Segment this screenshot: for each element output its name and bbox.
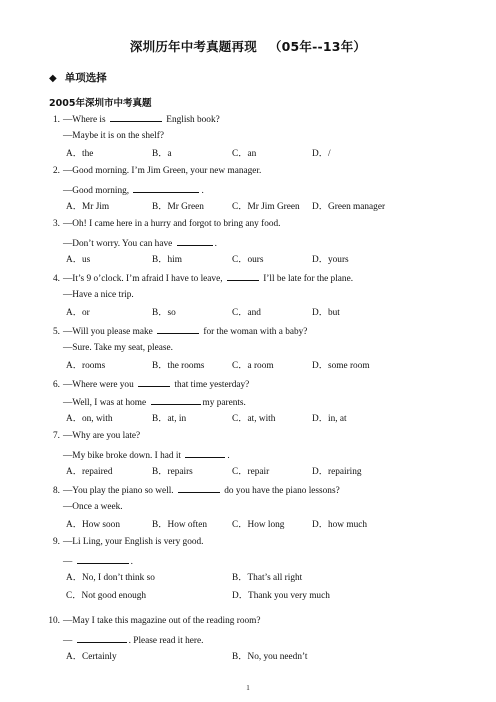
response-text: my parents. <box>202 398 246 408</box>
answer-option[interactable]: C．How long <box>232 520 285 530</box>
question-prompt <box>42 483 340 497</box>
question-number: 9. <box>53 537 60 547</box>
diamond-bullet-icon: ◆ <box>49 73 57 84</box>
answer-option[interactable]: B．a <box>152 149 172 159</box>
question-prompt <box>42 218 280 230</box>
page-number: 1 <box>246 684 250 692</box>
section-label: 单项选择 <box>64 72 107 84</box>
prompt-text: that time yesterday? <box>174 380 250 390</box>
question-prompt <box>42 165 261 177</box>
answer-option[interactable]: B．at, in <box>152 414 187 424</box>
answer-blank[interactable] <box>178 483 220 493</box>
response-text: —Have a nice trip. <box>63 290 134 300</box>
answer-blank[interactable] <box>185 448 225 458</box>
response-text: —Maybe it is on the shelf? <box>63 131 164 141</box>
question-number: 8. <box>53 486 60 496</box>
question-prompt <box>42 271 353 285</box>
response-text: —Sure. Take my seat, please. <box>63 343 173 353</box>
answer-option[interactable]: B．so <box>152 308 176 318</box>
prompt-text: —Where were you <box>63 380 134 390</box>
answer-blank[interactable] <box>77 554 129 564</box>
answer-option[interactable]: C．Not good enough <box>66 591 147 601</box>
answer-option[interactable]: A．Mr Jim <box>66 202 110 212</box>
answer-option[interactable]: A．on, with <box>66 414 113 424</box>
title-years: （05年--13年） <box>268 39 367 54</box>
response-text: —My bike broke down. I had it <box>63 451 181 461</box>
question-response <box>63 183 204 197</box>
question-response <box>63 236 217 250</box>
answer-option[interactable]: B．repairs <box>152 467 193 477</box>
answer-blank[interactable] <box>157 324 199 334</box>
answer-option[interactable]: D．Green manager <box>312 202 386 212</box>
answer-option[interactable]: D．Thank you very much <box>232 591 330 601</box>
question-number: 7. <box>53 431 60 441</box>
answer-option[interactable]: C．an <box>232 149 257 159</box>
question-number: 3. <box>53 219 60 229</box>
answer-option[interactable]: A．the <box>66 149 94 159</box>
prompt-text: I’ll be late for the plane. <box>263 274 354 284</box>
prompt-text: do you have the piano lessons? <box>224 486 340 496</box>
answer-option[interactable]: B．No, you needn’t <box>232 652 308 662</box>
answer-option[interactable]: A．Certainly <box>66 652 117 662</box>
answer-option[interactable]: C．ours <box>232 255 264 265</box>
answer-option[interactable]: A．or <box>66 308 90 318</box>
section-heading <box>49 70 107 85</box>
response-text: — <box>63 557 73 567</box>
question-number: 6. <box>53 380 60 390</box>
question-response <box>63 342 173 354</box>
prompt-text: —You play the piano so well. <box>63 486 174 496</box>
question-response <box>63 130 164 142</box>
page-title <box>0 37 496 55</box>
prompt-text: English book? <box>166 115 220 125</box>
question-prompt <box>42 324 307 338</box>
answer-option[interactable]: C．a room <box>232 361 274 371</box>
question-number: 5. <box>53 327 60 337</box>
answer-option[interactable]: D．some room <box>312 361 370 371</box>
question-prompt <box>42 430 140 442</box>
prompt-text: —Will you please make <box>63 327 153 337</box>
prompt-text: —Where is <box>63 115 106 125</box>
answer-option[interactable]: D．but <box>312 308 340 318</box>
response-text: —Good morning, <box>63 186 130 196</box>
answer-option[interactable]: A．No, I don’t think so <box>66 573 155 583</box>
answer-blank[interactable] <box>177 236 213 246</box>
answer-option[interactable]: C．Mr Jim Green <box>232 202 300 212</box>
response-text: . <box>227 451 230 461</box>
answer-option[interactable]: D．in, at <box>312 414 347 424</box>
answer-option[interactable]: A．rooms <box>66 361 106 371</box>
question-response <box>63 501 123 513</box>
response-text: . <box>214 239 217 249</box>
question-response <box>63 289 134 301</box>
prompt-text: —Oh! I came here in a hurry and forgot to bring any food. <box>63 219 281 229</box>
answer-blank[interactable] <box>227 271 259 281</box>
answer-blank[interactable] <box>133 183 199 193</box>
prompt-text: —May I take this magazine out of the reading room? <box>63 616 261 626</box>
question-number: 10. <box>48 616 60 626</box>
answer-blank[interactable] <box>110 112 162 122</box>
answer-option[interactable]: D．repairing <box>312 467 362 477</box>
question-prompt <box>42 377 249 391</box>
question-prompt <box>42 536 203 548</box>
prompt-text: —Good morning. I’m Jim Green, your new manager. <box>63 166 262 176</box>
answer-option[interactable]: B．Mr Green <box>152 202 204 212</box>
question-response <box>63 395 246 409</box>
answer-option[interactable]: B．How often <box>152 520 208 530</box>
prompt-text: —It’s 9 o’clock. I’m afraid I have to leave, <box>63 274 223 284</box>
answer-option[interactable]: A．us <box>66 255 91 265</box>
question-response <box>63 448 230 462</box>
answer-option[interactable]: D．/ <box>312 149 331 159</box>
title-main: 深圳历年中考真题再现 <box>129 39 257 54</box>
answer-option[interactable]: D．yours <box>312 255 349 265</box>
answer-option[interactable]: D．how much <box>312 520 368 530</box>
answer-option[interactable]: C．at, with <box>232 414 276 424</box>
question-prompt <box>42 615 261 627</box>
response-text: —Don’t worry. You can have <box>63 239 173 249</box>
prompt-text: for the woman with a baby? <box>203 327 308 337</box>
question-number: 2. <box>53 166 60 176</box>
response-text: — <box>63 636 73 646</box>
response-text: . <box>201 186 204 196</box>
question-response <box>63 554 133 568</box>
answer-option[interactable]: C．repair <box>232 467 270 477</box>
answer-blank[interactable] <box>151 395 201 405</box>
answer-option[interactable]: C．and <box>232 308 261 318</box>
prompt-text: —Why are you late? <box>63 431 141 441</box>
question-number: 1. <box>53 115 60 125</box>
answer-option[interactable]: A．How soon <box>66 520 120 530</box>
answer-option[interactable]: B．the rooms <box>152 361 205 371</box>
answer-option[interactable]: B．That’s all right <box>232 573 303 583</box>
answer-option[interactable]: A．repaired <box>66 467 113 477</box>
answer-blank[interactable] <box>138 377 170 387</box>
question-number: 4. <box>53 274 60 284</box>
prompt-text: —Li Ling, your English is very good. <box>63 537 204 547</box>
question-response <box>63 633 203 647</box>
response-text: —Well, I was at home <box>63 398 147 408</box>
exam-subheading: 2005年深圳市中考真题 <box>49 98 152 109</box>
answer-option[interactable]: B．him <box>152 255 182 265</box>
response-text: —Once a week. <box>63 502 123 512</box>
response-text: . Please read it here. <box>128 636 204 646</box>
answer-blank[interactable] <box>77 633 127 643</box>
response-text: . <box>130 557 133 567</box>
question-prompt <box>42 112 220 126</box>
